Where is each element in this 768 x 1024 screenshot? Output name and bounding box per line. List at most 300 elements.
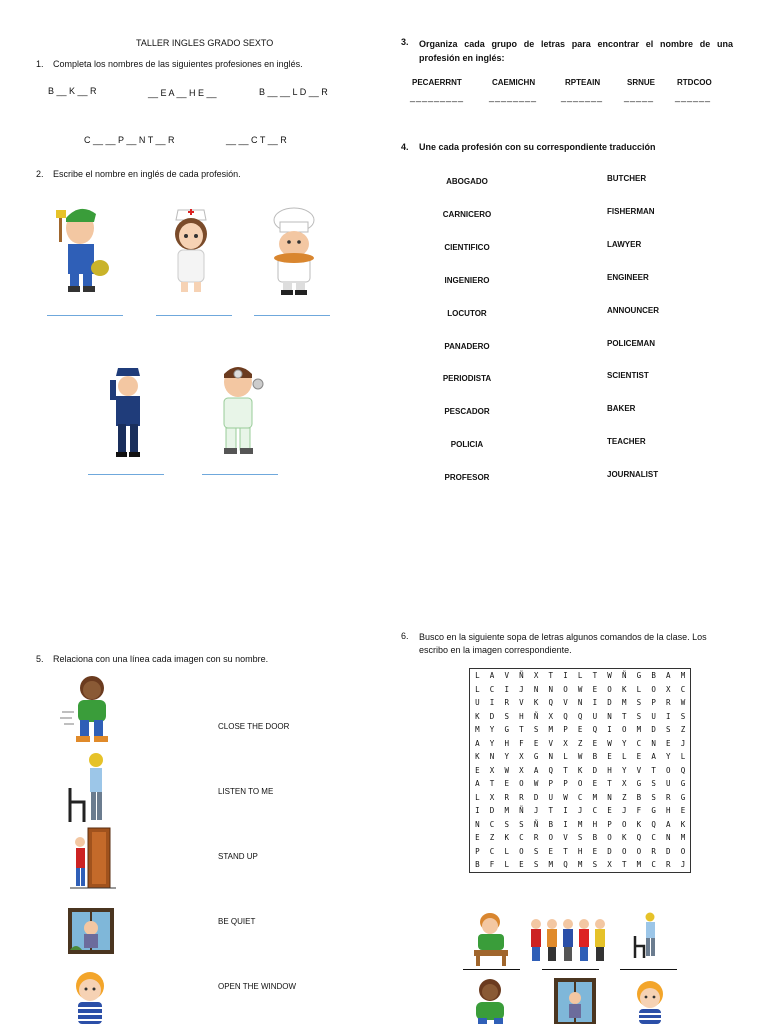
word-search-cell[interactable]: Q	[563, 860, 568, 870]
word-search-cell[interactable]: T	[621, 860, 627, 870]
q4-spanish-item[interactable]: LOCUTOR	[447, 309, 487, 318]
word-search-cell[interactable]: E	[592, 779, 598, 789]
q6-answer-line-3[interactable]	[620, 969, 677, 970]
q6-students-image	[528, 918, 608, 964]
word-search-cell[interactable]: C	[489, 819, 495, 829]
word-search-row	[470, 818, 691, 832]
word-search-cell[interactable]: H	[519, 711, 524, 721]
word-search-cell[interactable]: L	[636, 684, 642, 694]
word-search-cell[interactable]: X	[489, 765, 495, 775]
word-search-cell[interactable]: B	[651, 671, 656, 681]
q1-word-1: B __ K __ R	[48, 86, 97, 96]
q4-spanish-item[interactable]: INGENIERO	[444, 276, 490, 285]
word-search-cell[interactable]: J	[680, 738, 686, 748]
word-search-cell[interactable]: F	[519, 738, 524, 748]
word-search-cell[interactable]: C	[489, 846, 495, 856]
q2-answer-line-4[interactable]	[88, 474, 164, 475]
word-search-cell[interactable]: A	[475, 779, 480, 789]
word-search-cell[interactable]: X	[621, 779, 627, 789]
word-search-cell[interactable]: O	[636, 846, 642, 856]
word-search-cell[interactable]: X	[548, 711, 554, 721]
word-search-cell[interactable]: W	[607, 738, 612, 748]
word-search-cell[interactable]: E	[475, 765, 480, 775]
word-search-cell[interactable]: Ñ	[519, 806, 524, 816]
word-search-cell[interactable]: P	[548, 779, 554, 789]
word-search-cell[interactable]: N	[577, 698, 583, 708]
word-search-cell[interactable]: M	[504, 806, 509, 816]
word-search-cell[interactable]: X	[563, 738, 568, 748]
word-search-cell[interactable]: W	[577, 752, 583, 762]
q3-blank-4[interactable]: _____	[624, 92, 655, 102]
q4-english-item[interactable]: LAWYER	[607, 240, 642, 249]
word-search-cell[interactable]: U	[475, 698, 480, 708]
q4-spanish-item[interactable]: POLICIA	[450, 440, 484, 449]
q4-english-item[interactable]: BAKER	[607, 404, 636, 413]
word-search-cell[interactable]: M	[475, 725, 480, 735]
word-search-cell[interactable]: M	[680, 833, 686, 843]
word-search-cell[interactable]: U	[548, 792, 554, 802]
word-search-cell[interactable]: R	[651, 846, 656, 856]
word-search-cell[interactable]: N	[607, 792, 612, 802]
word-search-cell[interactable]: O	[621, 725, 627, 735]
word-search-cell[interactable]: K	[475, 752, 480, 762]
word-search-cell[interactable]: I	[504, 684, 509, 694]
word-search-cell[interactable]: B	[592, 833, 598, 843]
window-image	[66, 904, 116, 958]
word-search-cell[interactable]: L	[504, 860, 509, 870]
word-search-cell[interactable]: S	[533, 860, 539, 870]
word-search-cell[interactable]: G	[504, 725, 509, 735]
word-search-cell[interactable]: T	[548, 671, 554, 681]
word-search-cell[interactable]: T	[489, 779, 495, 789]
word-search-cell[interactable]: O	[651, 684, 656, 694]
word-search-cell[interactable]: M	[592, 792, 598, 802]
q4-english-item[interactable]: FISHERMAN	[607, 207, 655, 216]
word-search-cell[interactable]: V	[636, 765, 642, 775]
word-search-cell[interactable]: O	[621, 819, 627, 829]
word-search-cell[interactable]: M	[636, 860, 642, 870]
word-search-row	[470, 723, 691, 737]
word-search-cell[interactable]: V	[548, 738, 554, 748]
q4-english-item[interactable]: ANNOUNCER	[607, 306, 659, 315]
q6-listening-boy-image	[632, 978, 668, 1024]
word-search-cell[interactable]: E	[607, 806, 612, 816]
word-search-cell[interactable]: J	[533, 806, 539, 816]
word-search-cell[interactable]: O	[548, 833, 554, 843]
word-search-cell[interactable]: L	[680, 752, 686, 762]
word-search-cell[interactable]: I	[475, 806, 480, 816]
word-search-cell[interactable]: J	[519, 684, 524, 694]
word-search-cell[interactable]: S	[592, 860, 598, 870]
word-search-cell[interactable]: S	[577, 833, 583, 843]
word-search-cell[interactable]: G	[680, 792, 686, 802]
word-search-cell[interactable]: K	[636, 819, 642, 829]
word-search-cell[interactable]: G	[680, 779, 686, 789]
word-search-cell[interactable]: W	[607, 671, 612, 681]
word-search-cell[interactable]: Ñ	[621, 671, 627, 681]
word-search-cell[interactable]: Q	[592, 725, 598, 735]
q4-spanish-item[interactable]: PERIODISTA	[442, 374, 492, 383]
q4-spanish-item[interactable]: CIENTIFICO	[444, 243, 490, 252]
page-title: TALLER INGLES GRADO SEXTO	[136, 38, 274, 48]
word-search-cell[interactable]: K	[621, 833, 627, 843]
word-search-cell[interactable]: L	[577, 671, 583, 681]
door-image	[70, 826, 116, 892]
word-search-cell[interactable]: T	[607, 779, 612, 789]
word-search-cell[interactable]: L	[563, 752, 568, 762]
word-search-cell[interactable]: K	[621, 684, 627, 694]
q4-spanish-item[interactable]: PANADERO	[444, 342, 490, 351]
word-search-cell[interactable]: Z	[621, 792, 627, 802]
command-stand-up: STAND UP	[218, 852, 258, 861]
word-search-cell[interactable]: D	[607, 846, 612, 856]
command-close-door: CLOSE THE DOOR	[218, 722, 290, 731]
word-search-cell[interactable]: E	[592, 738, 598, 748]
word-search-cell[interactable]: R	[504, 698, 509, 708]
q3-scramble-1: PECAERRNT	[412, 78, 462, 87]
word-search-cell[interactable]: R	[533, 833, 539, 843]
word-search-cell[interactable]: K	[680, 819, 686, 829]
word-search-row	[470, 683, 691, 697]
command-be-quiet: BE QUIET	[218, 917, 256, 926]
q1-word-3: B __ __ L D __ R	[259, 87, 328, 97]
word-search-cell[interactable]: V	[519, 698, 524, 708]
word-search-cell[interactable]: E	[680, 806, 686, 816]
word-search-cell[interactable]: H	[607, 765, 612, 775]
word-search-cell[interactable]: I	[563, 819, 568, 829]
word-search-cell[interactable]: C	[651, 833, 656, 843]
q4-english-item[interactable]: BUTCHER	[607, 174, 647, 183]
word-search-cell[interactable]: W	[563, 792, 568, 802]
word-search-cell[interactable]: V	[563, 833, 568, 843]
word-search-cell[interactable]: I	[666, 711, 671, 721]
word-search-cell[interactable]: C	[651, 860, 656, 870]
q3-scramble-5: RTDCOO	[677, 78, 712, 87]
word-search-cell[interactable]: K	[577, 765, 583, 775]
word-search-cell[interactable]: B	[636, 792, 642, 802]
word-search-row	[470, 750, 691, 764]
word-search-cell[interactable]: Q	[548, 765, 554, 775]
word-search-cell[interactable]: S	[533, 846, 539, 856]
word-search-cell[interactable]: Y	[489, 738, 495, 748]
q1-word-4: C __ __ P __ N T __ R	[84, 135, 175, 145]
word-search-cell[interactable]: D	[489, 806, 495, 816]
word-search-cell[interactable]: N	[651, 738, 656, 748]
word-search-cell[interactable]: A	[651, 752, 656, 762]
word-search-cell[interactable]: B	[475, 860, 480, 870]
word-search-cell[interactable]: L	[504, 846, 509, 856]
q3-scramble-3: RPTEAIN	[565, 78, 601, 87]
word-search-cell[interactable]: Z	[680, 725, 686, 735]
word-search-cell[interactable]: X	[519, 752, 524, 762]
word-search-cell[interactable]: M	[548, 860, 554, 870]
q2-answer-line-2[interactable]	[156, 315, 232, 316]
q4-english-item[interactable]: ENGINEER	[607, 273, 649, 282]
q6-window-image	[552, 976, 598, 1024]
word-search-cell[interactable]: Y	[504, 752, 509, 762]
word-search-cell[interactable]: Ñ	[533, 711, 539, 721]
word-search-cell[interactable]: T	[651, 765, 656, 775]
q4-english-item[interactable]: JOURNALIST	[607, 470, 659, 479]
policeman-image	[108, 366, 148, 458]
word-search-cell[interactable]: R	[519, 792, 524, 802]
word-search-cell[interactable]: M	[680, 671, 686, 681]
word-search-cell[interactable]: D	[607, 698, 612, 708]
word-search-cell[interactable]: A	[475, 738, 480, 748]
q3-blank-2[interactable]: ________	[489, 92, 538, 102]
word-search-cell[interactable]: T	[519, 725, 524, 735]
word-search-cell[interactable]: R	[666, 698, 671, 708]
word-search-cell[interactable]: E	[666, 738, 671, 748]
word-search-cell[interactable]: O	[563, 684, 568, 694]
word-search-cell[interactable]: Q	[563, 711, 568, 721]
word-search-cell[interactable]: L	[475, 792, 480, 802]
q6-number: 6.	[401, 631, 409, 641]
word-search-cell[interactable]: F	[636, 806, 642, 816]
word-search-cell[interactable]: Q	[651, 819, 656, 829]
word-search-cell[interactable]: Y	[621, 738, 627, 748]
word-search-cell[interactable]: Y	[621, 765, 627, 775]
word-search-cell[interactable]: H	[592, 819, 598, 829]
word-search-cell[interactable]: P	[475, 846, 480, 856]
word-search-cell[interactable]: O	[607, 684, 612, 694]
word-search-cell[interactable]: P	[563, 779, 568, 789]
word-search-cell[interactable]: W	[680, 698, 686, 708]
q1-word-5: __ __ C T __ R	[226, 135, 287, 145]
q3-instruction: Organiza cada grupo de letras para encontrar el nombre de una profesión en inglés:	[419, 39, 733, 63]
word-search-cell[interactable]: A	[489, 671, 495, 681]
word-search-cell[interactable]: G	[651, 806, 656, 816]
word-search-cell[interactable]: Q	[636, 833, 642, 843]
q4-spanish-item[interactable]: CARNICERO	[442, 210, 492, 219]
word-search-cell[interactable]: X	[533, 671, 539, 681]
word-search-cell[interactable]: A	[666, 819, 671, 829]
word-search-cell[interactable]: D	[533, 792, 539, 802]
word-search-cell[interactable]: D	[489, 711, 495, 721]
word-search-cell[interactable]: N	[666, 833, 671, 843]
word-search-cell[interactable]: W	[577, 684, 583, 694]
word-search-cell[interactable]: L	[621, 752, 627, 762]
word-search-cell[interactable]: H	[666, 806, 671, 816]
q6-instruction: Busco en la siguiente sopa de letras algunos comandos de la clase. Los escribo en la imagen correspondiente.	[419, 632, 707, 655]
word-search-cell[interactable]: O	[519, 779, 524, 789]
word-search-cell[interactable]: O	[621, 846, 627, 856]
word-search-cell[interactable]: V	[563, 698, 568, 708]
word-search-cell[interactable]: P	[563, 725, 568, 735]
word-search-cell[interactable]: I	[607, 725, 612, 735]
word-search-cell[interactable]: C	[519, 833, 524, 843]
word-search-cell[interactable]: S	[666, 725, 671, 735]
word-search-cell[interactable]: P	[607, 819, 612, 829]
word-search-cell[interactable]: C	[489, 684, 495, 694]
word-search-cell[interactable]: N	[548, 684, 554, 694]
word-search-row	[470, 831, 691, 845]
word-search-cell[interactable]: O	[680, 846, 686, 856]
word-search-cell[interactable]: S	[651, 779, 656, 789]
q4-english-item[interactable]: SCIENTIST	[607, 371, 649, 380]
word-search-cell[interactable]: L	[475, 684, 480, 694]
q2-answer-line-5[interactable]	[202, 474, 278, 475]
word-search-cell[interactable]: E	[519, 860, 524, 870]
word-search-row	[470, 764, 691, 778]
word-search-cell[interactable]: U	[651, 711, 656, 721]
word-search-row	[470, 858, 691, 872]
q3-blank-3[interactable]: _______	[561, 92, 604, 102]
word-search-cell[interactable]: J	[680, 860, 686, 870]
word-search-cell[interactable]: Ñ	[519, 671, 524, 681]
word-search-cell[interactable]: W	[504, 765, 509, 775]
q3-blank-5[interactable]: ______	[675, 92, 712, 102]
word-search-cell[interactable]: T	[548, 806, 554, 816]
word-search-cell[interactable]: X	[607, 860, 612, 870]
word-search-cell[interactable]: T	[621, 711, 627, 721]
word-search-cell[interactable]: N	[607, 711, 612, 721]
word-search-cell[interactable]: Y	[489, 725, 495, 735]
word-search-cell[interactable]: S	[636, 711, 642, 721]
word-search-cell[interactable]: I	[563, 671, 568, 681]
word-search-row	[470, 845, 691, 859]
word-search-cell[interactable]: R	[504, 792, 509, 802]
word-search-cell[interactable]: X	[519, 765, 524, 775]
word-search-cell[interactable]: Z	[489, 833, 495, 843]
word-search-cell[interactable]: X	[489, 792, 495, 802]
word-search-cell[interactable]: I	[592, 698, 598, 708]
word-search-cell[interactable]: G	[533, 752, 539, 762]
word-search-cell[interactable]: C	[577, 792, 583, 802]
word-search-cell[interactable]: J	[577, 806, 583, 816]
word-search-cell[interactable]: O	[577, 779, 583, 789]
word-search-cell[interactable]: W	[533, 779, 539, 789]
word-search-cell[interactable]: I	[489, 698, 495, 708]
word-search-cell[interactable]: E	[504, 779, 509, 789]
q4-spanish-item[interactable]: PESCADOR	[444, 407, 490, 416]
word-search-cell[interactable]: H	[504, 738, 509, 748]
q4-english-item[interactable]: POLICEMAN	[607, 339, 655, 348]
word-search-cell[interactable]: Q	[680, 765, 686, 775]
standing-student-image	[66, 752, 112, 824]
word-search-cell[interactable]: T	[563, 765, 568, 775]
word-search-cell[interactable]: K	[504, 833, 509, 843]
word-search-cell[interactable]: K	[475, 711, 480, 721]
word-search-cell[interactable]: O	[666, 765, 671, 775]
word-search-cell[interactable]: S	[680, 711, 686, 721]
word-search-cell[interactable]: M	[636, 725, 642, 735]
word-search-cell[interactable]: S	[651, 792, 656, 802]
word-search-cell[interactable]: S	[533, 725, 539, 735]
word-search-cell[interactable]: M	[548, 725, 554, 735]
word-search-cell[interactable]: U	[666, 779, 671, 789]
word-search-cell[interactable]: E	[592, 684, 598, 694]
word-search-cell[interactable]: U	[592, 711, 598, 721]
word-search-cell[interactable]: Z	[577, 738, 583, 748]
word-search-cell[interactable]: E	[592, 846, 598, 856]
word-search-cell[interactable]: M	[621, 698, 627, 708]
word-search-cell[interactable]: R	[666, 860, 671, 870]
q4-instruction: Une cada profesión con su correspondiente traducción	[419, 142, 656, 152]
word-search-row	[470, 696, 691, 710]
word-search-cell[interactable]: D	[592, 765, 598, 775]
word-search-cell[interactable]: E	[475, 833, 480, 843]
word-search-cell[interactable]: B	[548, 819, 554, 829]
word-search-cell[interactable]: Q	[548, 698, 554, 708]
word-search-cell[interactable]: S	[504, 819, 509, 829]
listen-boy-image	[70, 968, 110, 1024]
q1-word-2: __ E A __ H E __	[148, 88, 217, 98]
word-search-cell[interactable]: R	[666, 792, 671, 802]
word-search-cell[interactable]: A	[666, 671, 671, 681]
word-search-cell[interactable]: N	[533, 684, 539, 694]
q3-blank-1[interactable]: _________	[410, 92, 465, 102]
word-search-cell[interactable]: T	[592, 671, 598, 681]
word-search-cell[interactable]: O	[607, 833, 612, 843]
word-search-cell[interactable]: C	[680, 684, 686, 694]
q4-spanish-item[interactable]: PROFESOR	[444, 473, 490, 482]
q2-answer-line-1[interactable]	[47, 315, 123, 316]
q4-spanish-item[interactable]: ABOGADO	[446, 177, 488, 186]
word-search-cell[interactable]: E	[577, 725, 583, 735]
word-search-cell[interactable]: V	[504, 671, 509, 681]
word-search-cell[interactable]: G	[636, 671, 642, 681]
word-search-cell[interactable]: S	[519, 819, 524, 829]
doctor-image	[212, 362, 268, 458]
word-search-cell[interactable]: J	[621, 806, 627, 816]
word-search-row	[470, 669, 691, 683]
word-search-cell[interactable]: D	[666, 846, 671, 856]
word-search-cell[interactable]: O	[519, 846, 524, 856]
word-search-cell[interactable]: N	[475, 819, 480, 829]
word-search-cell[interactable]: Ñ	[533, 819, 539, 829]
word-search-cell[interactable]: E	[636, 752, 642, 762]
q4-english-item[interactable]: TEACHER	[607, 437, 646, 446]
word-search-cell[interactable]: H	[577, 846, 583, 856]
q3-scramble-2: CAEMICHN	[492, 78, 536, 87]
word-search-cell[interactable]: Y	[666, 752, 671, 762]
word-search-cell[interactable]: S	[636, 698, 642, 708]
word-search-row	[470, 791, 691, 805]
word-search-cell[interactable]: M	[577, 819, 583, 829]
word-search-cell[interactable]: G	[636, 779, 642, 789]
word-search-cell[interactable]: A	[533, 765, 539, 775]
q5-instruction: Relaciona con una línea cada imagen con su nombre.	[53, 654, 269, 664]
q6-answer-line-1[interactable]	[463, 969, 520, 970]
word-search-cell[interactable]: E	[533, 738, 539, 748]
quiet-boy-image	[58, 672, 118, 748]
q2-answer-line-3[interactable]	[254, 315, 330, 316]
word-search-cell[interactable]: N	[489, 752, 495, 762]
word-search-cell[interactable]: C	[592, 806, 598, 816]
word-search-cell[interactable]: P	[651, 698, 656, 708]
word-search-cell[interactable]: B	[592, 752, 598, 762]
word-search-row	[470, 804, 691, 818]
word-search-cell[interactable]: K	[533, 698, 539, 708]
word-search-cell[interactable]: F	[489, 860, 495, 870]
word-search-row	[470, 710, 691, 724]
word-search-cell[interactable]: E	[607, 752, 612, 762]
word-search-cell[interactable]: E	[548, 846, 554, 856]
q6-answer-line-2[interactable]	[542, 969, 599, 970]
word-search-cell[interactable]: S	[504, 711, 509, 721]
word-search-cell[interactable]: D	[651, 725, 656, 735]
q2-instruction: Escribe el nombre en inglés de cada profesión.	[53, 169, 241, 179]
word-search-cell[interactable]: Q	[577, 711, 583, 721]
word-search-cell[interactable]: C	[636, 738, 642, 748]
word-search-cell[interactable]: N	[548, 752, 554, 762]
word-search-cell[interactable]: I	[563, 806, 568, 816]
word-search-cell[interactable]: X	[666, 684, 671, 694]
word-search-cell[interactable]: L	[475, 671, 480, 681]
word-search-cell[interactable]: M	[577, 860, 583, 870]
word-search-cell[interactable]: T	[563, 846, 568, 856]
